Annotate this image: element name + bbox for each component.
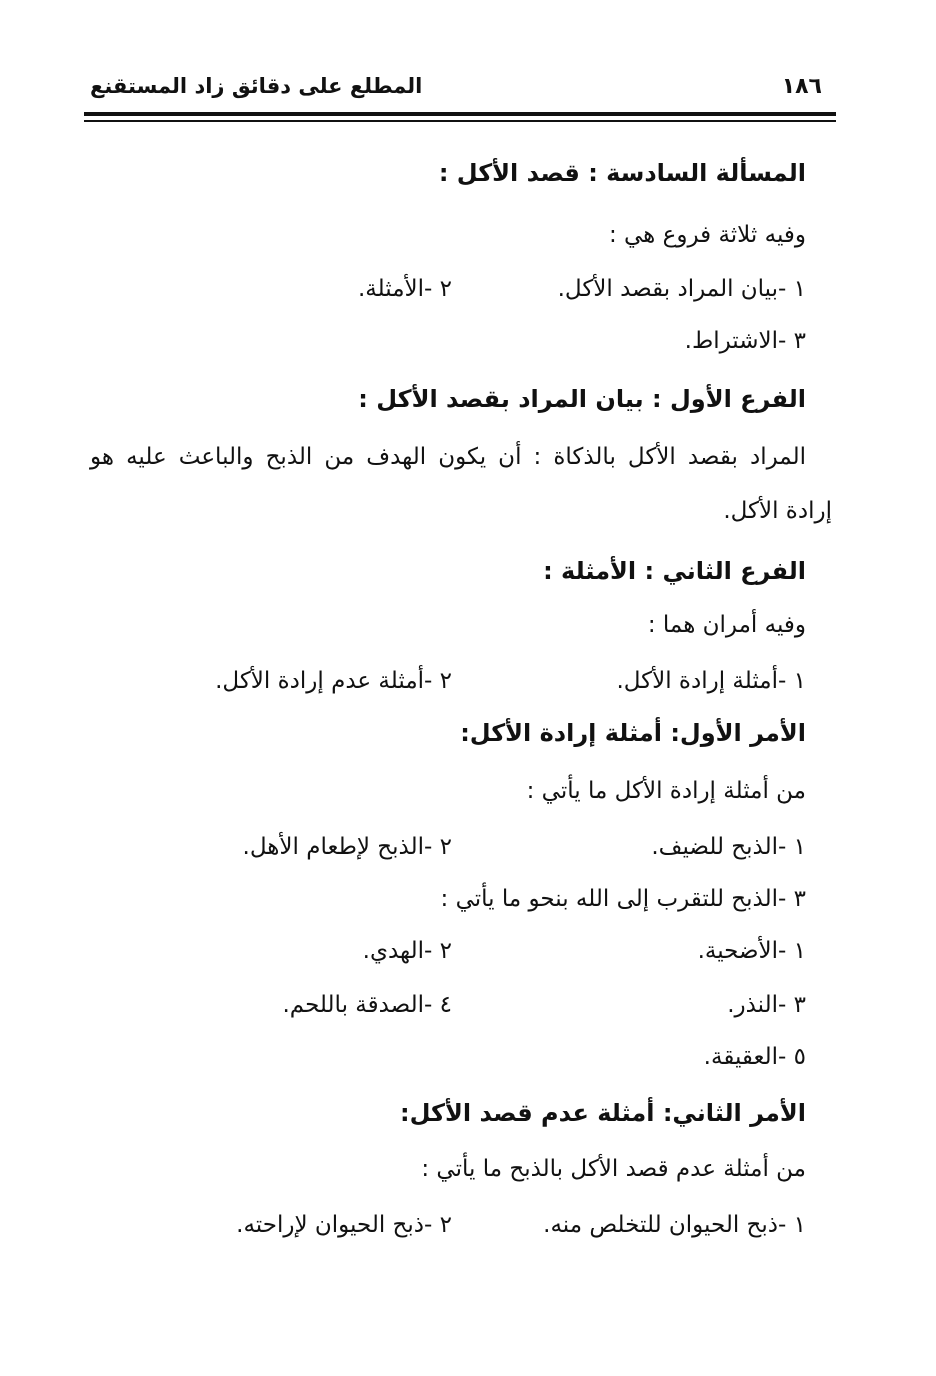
list-item: ٢ -الهدي. — [362, 938, 452, 964]
list-item: ١ -الأضحية. — [697, 938, 806, 964]
subsection-heading: الأمر الأول: أمثلة إرادة الأكل: — [460, 719, 806, 747]
subsection-heading: الأمر الثاني: أمثلة عدم قصد الأكل: — [400, 1099, 806, 1127]
section-heading: المسألة السادسة : قصد الأكل : — [438, 159, 806, 187]
header-rule-thin — [84, 120, 836, 122]
list-row — [180, 274, 806, 304]
subsection-heading: الفرع الأول : بيان المراد بقصد الأكل : — [358, 385, 806, 413]
list-item: ٣ -الذبح للتقرب إلى الله بنحو ما يأتي : — [440, 886, 806, 912]
list-item: ١ -الذبح للضيف. — [651, 834, 806, 860]
list-item: ١ -أمثلة إرادة الأكل. — [616, 668, 806, 694]
list-item: ٣ -النذر. — [727, 992, 806, 1018]
list-row — [180, 990, 806, 1020]
subsection-heading: الفرع الثاني : الأمثلة : — [543, 557, 806, 585]
list-item: ٤ -الصدقة باللحم. — [282, 992, 452, 1018]
intro-text: من أمثلة عدم قصد الأكل بالذبح ما يأتي : — [421, 1156, 806, 1182]
page-number: ١٨٦ — [781, 74, 822, 99]
list-item: ١ -ذبح الحيوان للتخلص منه. — [543, 1212, 806, 1238]
list-item: ٢ -الذبح لإطعام الأهل. — [242, 834, 452, 860]
list-row — [180, 832, 806, 862]
intro-text: وفيه ثلاثة فروع هي : — [608, 222, 806, 248]
list-item: ٢ -أمثلة عدم إرادة الأكل. — [215, 668, 452, 694]
paragraph-line: إرادة الأكل. — [723, 498, 832, 524]
list-row — [180, 936, 806, 966]
list-item: ٢ -الأمثلة. — [358, 276, 452, 302]
list-item: ٣ -الاشتراط. — [684, 328, 806, 354]
list-item: ٢ -ذبح الحيوان لإراحته. — [236, 1212, 452, 1238]
running-title: المطلع على دقائق زاد المستقنع — [90, 74, 423, 98]
page-header — [84, 74, 836, 106]
paragraph-line: المراد بقصد الأكل بالذكاة : أن يكون الهدف من الذبح والباعث عليه هو — [90, 444, 806, 470]
list-item: ٥ -العقيقة. — [703, 1044, 806, 1070]
intro-text: وفيه أمران هما : — [647, 612, 806, 638]
header-rule-thick — [84, 112, 836, 116]
list-item: ١ -بيان المراد بقصد الأكل. — [557, 276, 806, 302]
list-row — [180, 666, 806, 696]
list-row — [180, 1210, 806, 1240]
intro-text: من أمثلة إرادة الأكل ما يأتي : — [526, 778, 806, 804]
